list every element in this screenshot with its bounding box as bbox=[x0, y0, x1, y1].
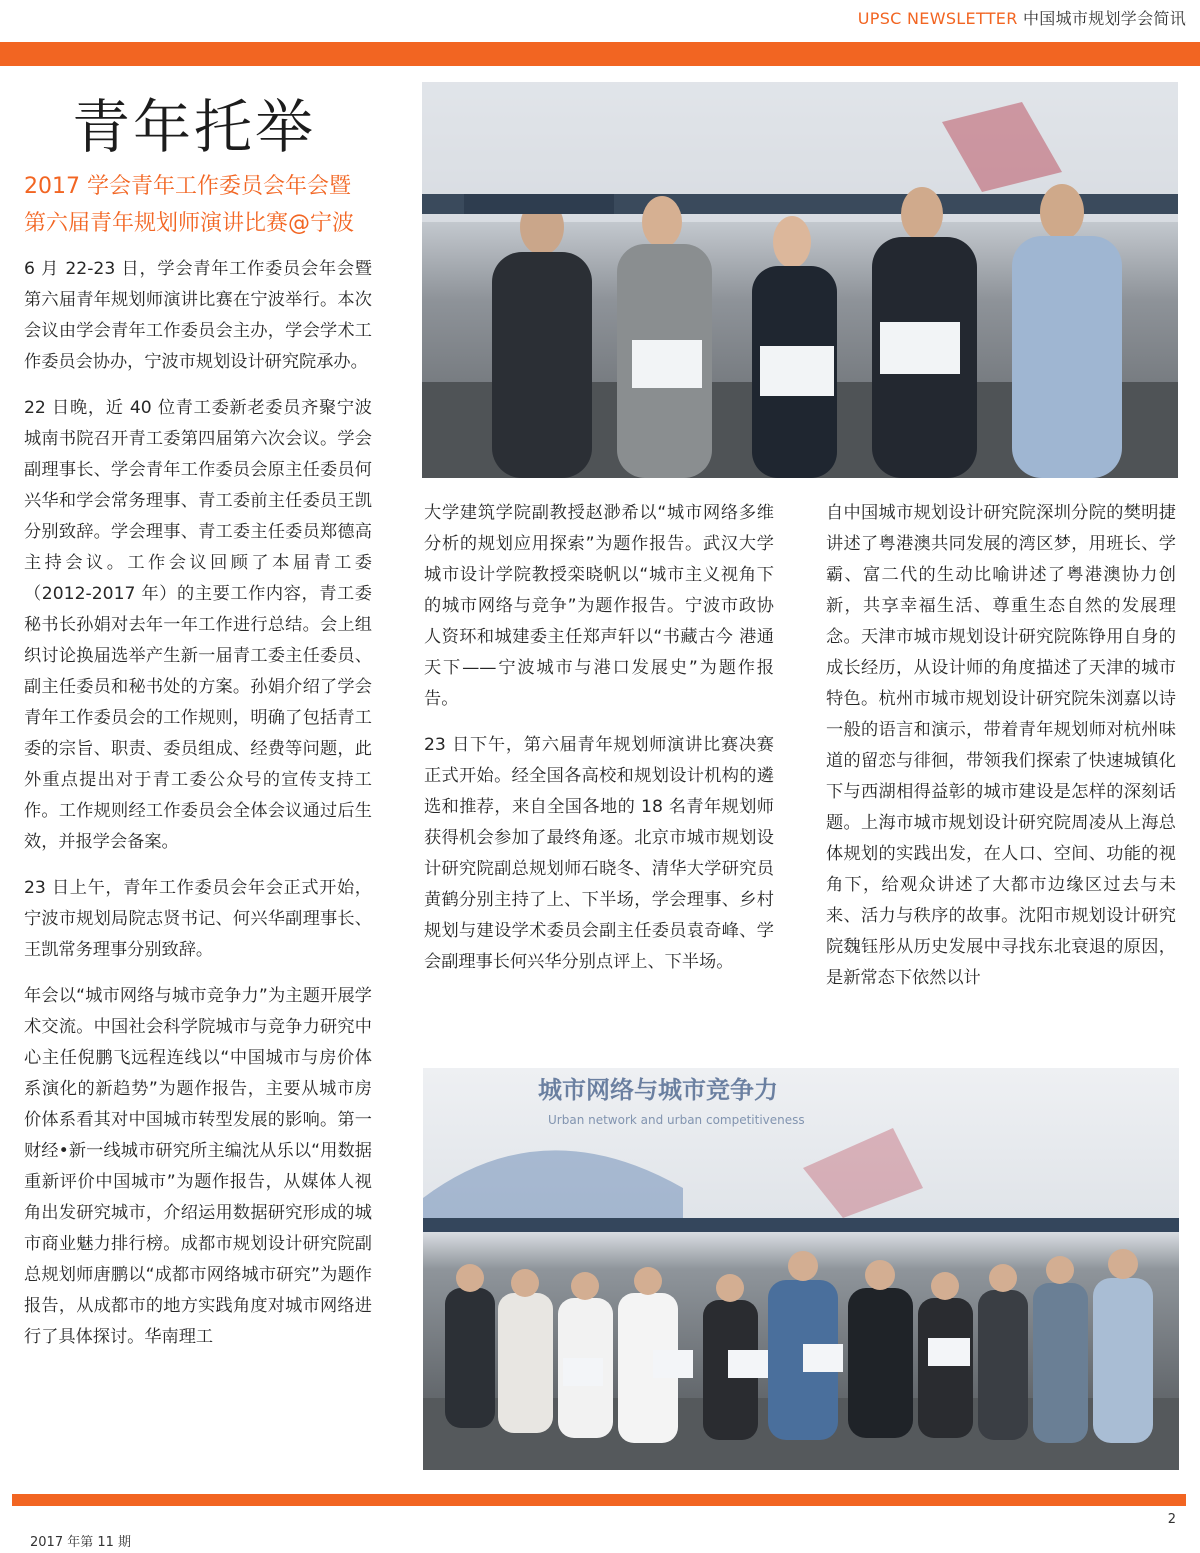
header-divider bbox=[0, 42, 1200, 66]
issue-label: 2017 年第 11 期 bbox=[30, 1535, 132, 1550]
newsletter-header bbox=[858, 6, 1186, 29]
paragraph: 大学建筑学院副教授赵渺希以“城市网络多维分析的规划应用探索”为题作报告。武汉大学城市设计学院教授栾晓帆以“城市主义视角下的城市网络与竞争”为题作报告。宁波市政协人资环和城建委主任郑声轩以“书藏古今 港通天下——宁波城市与港口发展史”为题作报告。 bbox=[424, 503, 774, 709]
newsletter-brand: UPSC NEWSLETTER bbox=[857, 9, 1018, 28]
section-title: 青年托举 bbox=[72, 93, 317, 161]
text-column-2 bbox=[424, 498, 774, 993]
text-column-1 bbox=[24, 254, 372, 1368]
banner-text-en: Urban network and urban competitiveness bbox=[548, 1113, 805, 1127]
group-photo bbox=[423, 1068, 1179, 1470]
page-number: 2 bbox=[1167, 1512, 1176, 1527]
article-title-line-1: 2017 学会青年工作委员会年会暨 bbox=[24, 174, 351, 199]
paragraph: 23 日上午，青年工作委员会年会正式开始，宁波市规划局院志贤书记、何兴华副理事长、王凯常务理事分别致辞。 bbox=[24, 878, 372, 960]
article-title bbox=[24, 168, 384, 242]
paragraph: 自中国城市规划设计研究院深圳分院的樊明捷讲述了粤港澳共同发展的湾区梦，用班长、学霸、富二代的生动比喻讲述了粤港澳协力创新，共享幸福生活、尊重生态自然的发展理念。天津市城市规划设计研究院陈铮用自身的成长经历，从设计师的角度描述了天津的城市特色。杭州市城市规划设计研究院朱浏嘉以诗一般的语言和演示，带着青年规划师对杭州味道的留恋与徘徊，带领我们探索了快速城镇化下与西湖相得益彰的城市建设是怎样的深刻话题。上海市城市规划设计研究院周凌从上海总体规划的实践出发，在人口、空间、功能的视角下，给观众讲述了大都市边缘区过去与未来、活力与秩序的故事。沈阳市规划设计研究院魏钰彤从历史发展中寻找东北衰退的原因，是新常态下依然以计 bbox=[826, 503, 1176, 988]
paragraph: 23 日下午，第六届青年规划师演讲比赛决赛正式开始。经全国各高校和规划设计机构的遴选和推荐，来自全国各地的 18 名青年规划师获得机会参加了最终角逐。北京市城市规划设计研究院副总规划师石晓冬、清华大学研究员黄鹤分别主持了上、下半场，学会理事、乡村规划与建设学术委员会副主任委员袁奇峰、学会副理事长何兴华分别点评上、下半场。 bbox=[424, 735, 774, 972]
paragraph: 22 日晚，近 40 位青工委新老委员齐聚宁波城南书院召开青工委第四届第六次会议。学会副理事长、学会青年工作委员会原主任委员何兴华和学会常务理事、青工委前主任委员王凯分别致辞。学会理事、青工委主任委员郑德高主持会议。工作会议回顾了本届青工委（2012-2017 年）的主要工作内容，青工委秘书长孙娟对去年一年工作进行总结。会上组织讨论换届选举产生新一届青工委主任委员、副主任委员和秘书处的方案。孙娟介绍了学会青年工作委员会的工作规则，明确了包括青工委的宗旨、职责、委员组成、经费等问题，此外重点提出对于青工委公众号的宣传支持工作。工作规则经工作委员会全体会议通过后生效，并报学会备案。 bbox=[24, 398, 372, 852]
paragraph: 年会以“城市网络与城市竞争力”为主题开展学术交流。中国社会科学院城市与竞争力研究中心主任倪鹏飞远程连线以“中国城市与房价体系演化的新趋势”为题作报告，主要从城市房价体系看其对中国城市转型发展的影响。第一财经•新一线城市研究所主编沈从乐以“用数据重新评价中国城市”为题作报告，从媒体人视角出发研究城市，介绍运用数据研究形成的城市商业魅力排行榜。成都市规划设计研究院副总规划师唐鹏以“成都市网络城市研究”为题作报告，从成都市的地方实践角度对城市网络进行了具体探讨。华南理工 bbox=[24, 986, 372, 1347]
text-column-3 bbox=[826, 498, 1176, 1009]
article-title-line-2: 第六届青年规划师演讲比赛@宁波 bbox=[24, 211, 355, 236]
banner-text-cn: 城市网络与城市竞争力 bbox=[538, 1076, 778, 1104]
award-ceremony-photo bbox=[422, 82, 1178, 478]
newsletter-title-cn: 中国城市规划学会简讯 bbox=[1017, 9, 1186, 28]
footer-divider bbox=[12, 1494, 1186, 1506]
paragraph: 6 月 22-23 日，学会青年工作委员会年会暨第六届青年规划师演讲比赛在宁波举行。本次会议由学会青年工作委员会主办，学会学术工作委员会协办，宁波市规划设计研究院承办。 bbox=[24, 259, 372, 372]
